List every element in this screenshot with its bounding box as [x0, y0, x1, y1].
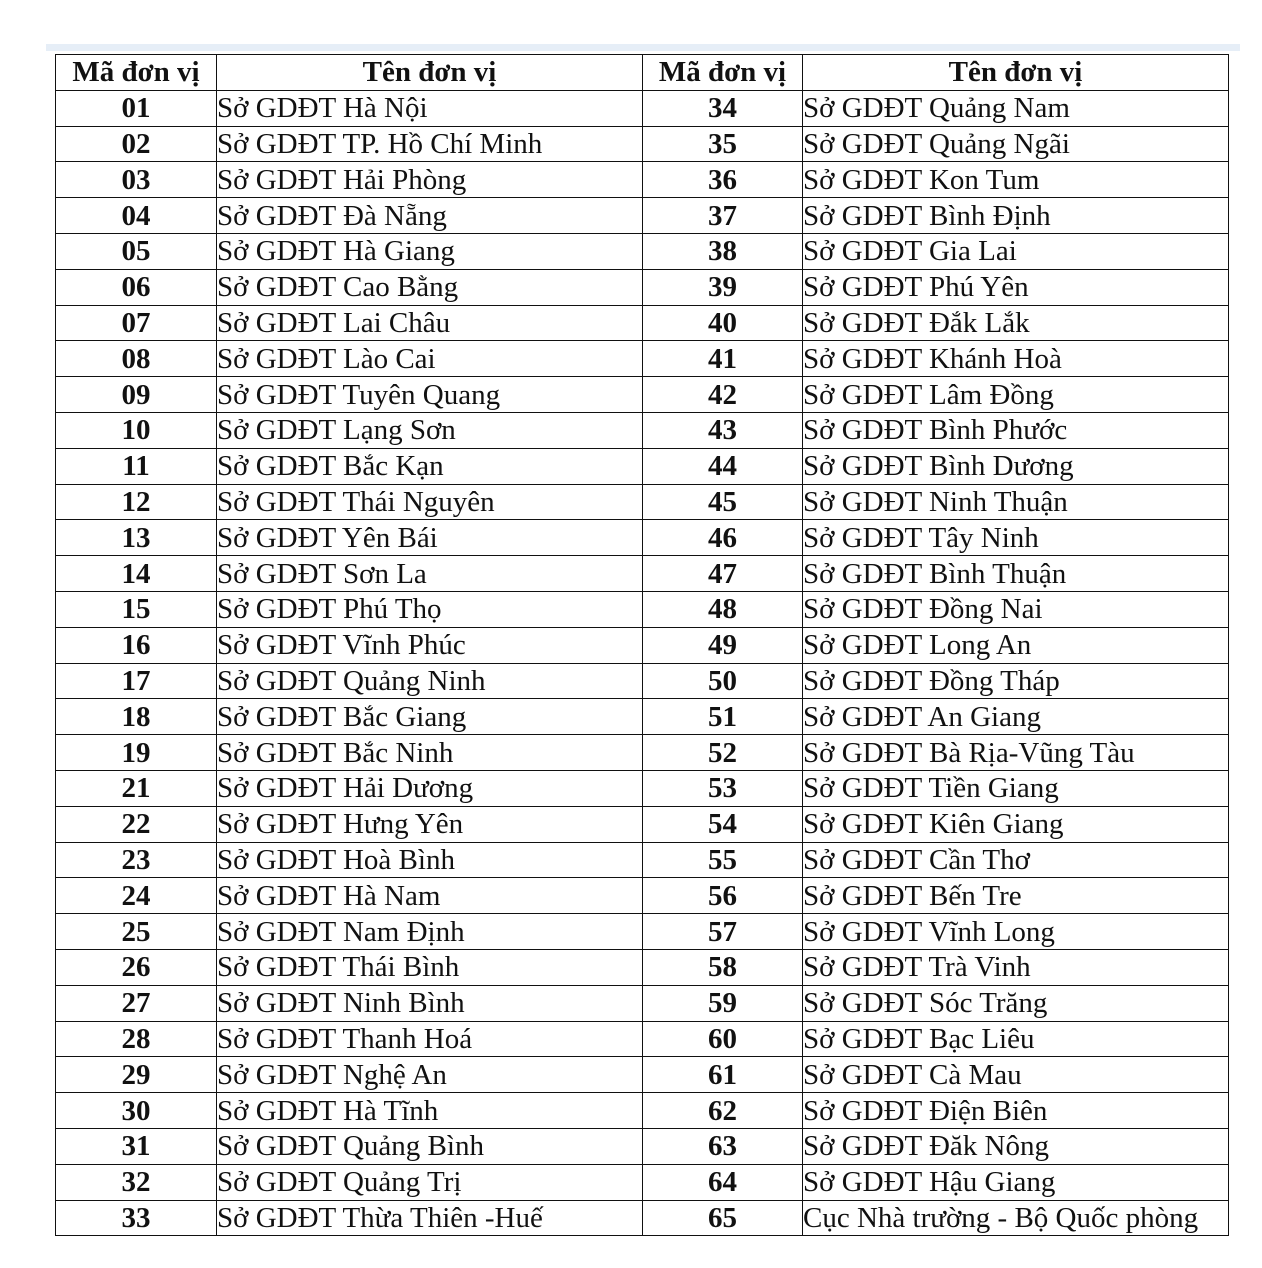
- unit-name-cell: Sở GDĐT Hải Phòng: [217, 162, 643, 198]
- unit-code-cell: 33: [56, 1200, 217, 1236]
- unit-code-cell: 18: [56, 699, 217, 735]
- unit-name-cell: Sở GDĐT TP. Hồ Chí Minh: [217, 126, 643, 162]
- unit-code-cell: 55: [643, 842, 803, 878]
- unit-name-cell: Sở GDĐT Quảng Nam: [803, 90, 1229, 126]
- table-row: [56, 1164, 1229, 1200]
- unit-code-cell: 34: [643, 90, 803, 126]
- table-row: [56, 627, 1229, 663]
- table-row: [56, 1093, 1229, 1129]
- unit-name-cell: Sở GDĐT Ninh Bình: [217, 985, 643, 1021]
- unit-code-cell: 21: [56, 770, 217, 806]
- unit-name-cell: Sở GDĐT Lâm Đồng: [803, 377, 1229, 413]
- unit-name-cell: Sở GDĐT Thừa Thiên -Huế: [217, 1200, 643, 1236]
- unit-name-cell: Sở GDĐT Bà Rịa-Vũng Tàu: [803, 735, 1229, 771]
- unit-name-cell: Sở GDĐT Kon Tum: [803, 162, 1229, 198]
- table-row: [56, 90, 1229, 126]
- unit-name-cell: Sở GDĐT Gia Lai: [803, 233, 1229, 269]
- unit-name-cell: Sở GDĐT Tây Ninh: [803, 520, 1229, 556]
- unit-name-cell: Sở GDĐT Quảng Ngãi: [803, 126, 1229, 162]
- unit-code-cell: 62: [643, 1093, 803, 1129]
- unit-code-cell: 11: [56, 448, 217, 484]
- table-row: [56, 735, 1229, 771]
- table-row: [56, 1128, 1229, 1164]
- table-row: [56, 126, 1229, 162]
- unit-name-cell: Sở GDĐT Bình Định: [803, 198, 1229, 234]
- table-body: [56, 90, 1229, 1236]
- unit-code-cell: 36: [643, 162, 803, 198]
- unit-code-cell: 43: [643, 412, 803, 448]
- table-row: [56, 770, 1229, 806]
- unit-name-cell: Sở GDĐT Ninh Thuận: [803, 484, 1229, 520]
- unit-code-cell: 16: [56, 627, 217, 663]
- unit-code-cell: 60: [643, 1021, 803, 1057]
- table-row: [56, 663, 1229, 699]
- unit-name-cell: Sở GDĐT Bắc Kạn: [217, 448, 643, 484]
- unit-name-cell: Sở GDĐT Thanh Hoá: [217, 1021, 643, 1057]
- unit-code-cell: 26: [56, 949, 217, 985]
- unit-code-cell: 53: [643, 770, 803, 806]
- unit-code-cell: 24: [56, 878, 217, 914]
- unit-code-cell: 31: [56, 1128, 217, 1164]
- table-row: [56, 484, 1229, 520]
- unit-name-cell: Sở GDĐT Đắk Lắk: [803, 305, 1229, 341]
- unit-code-cell: 56: [643, 878, 803, 914]
- unit-name-cell: Sở GDĐT Phú Thọ: [217, 591, 643, 627]
- unit-name-cell: Sở GDĐT Thái Nguyên: [217, 484, 643, 520]
- table-row: [56, 377, 1229, 413]
- unit-name-cell: Sở GDĐT Cà Mau: [803, 1057, 1229, 1093]
- unit-name-cell: Sở GDĐT Hưng Yên: [217, 806, 643, 842]
- unit-code-cell: 61: [643, 1057, 803, 1093]
- unit-code-cell: 28: [56, 1021, 217, 1057]
- unit-name-cell: Sở GDĐT Sóc Trăng: [803, 985, 1229, 1021]
- table-row: [56, 198, 1229, 234]
- unit-name-cell: Sở GDĐT Sơn La: [217, 556, 643, 592]
- header-unit-code-right: Mã đơn vị: [643, 55, 803, 91]
- unit-name-cell: Sở GDĐT Bắc Ninh: [217, 735, 643, 771]
- top-divider-strip: [46, 44, 1240, 51]
- table-row: [56, 269, 1229, 305]
- unit-name-cell: Sở GDĐT Hải Dương: [217, 770, 643, 806]
- unit-name-cell: Cục Nhà trường - Bộ Quốc phòng: [803, 1200, 1229, 1236]
- unit-code-cell: 30: [56, 1093, 217, 1129]
- unit-name-cell: Sở GDĐT Hà Giang: [217, 233, 643, 269]
- unit-name-cell: Sở GDĐT Nam Định: [217, 914, 643, 950]
- unit-name-cell: Sở GDĐT Kiên Giang: [803, 806, 1229, 842]
- header-unit-name-left: Tên đơn vị: [217, 55, 643, 91]
- unit-name-cell: Sở GDĐT Điện Biên: [803, 1093, 1229, 1129]
- header-unit-name-right: Tên đơn vị: [803, 55, 1229, 91]
- table-row: [56, 1200, 1229, 1236]
- unit-name-cell: Sở GDĐT Lai Châu: [217, 305, 643, 341]
- unit-name-cell: Sở GDĐT Quảng Trị: [217, 1164, 643, 1200]
- table-row: [56, 448, 1229, 484]
- unit-code-cell: 63: [643, 1128, 803, 1164]
- unit-code-cell: 48: [643, 591, 803, 627]
- unit-code-cell: 22: [56, 806, 217, 842]
- table-row: [56, 1057, 1229, 1093]
- unit-code-cell: 03: [56, 162, 217, 198]
- table-row: [56, 412, 1229, 448]
- unit-code-cell: 25: [56, 914, 217, 950]
- unit-code-cell: 14: [56, 556, 217, 592]
- unit-code-cell: 54: [643, 806, 803, 842]
- unit-code-cell: 44: [643, 448, 803, 484]
- unit-name-cell: Sở GDĐT Bạc Liêu: [803, 1021, 1229, 1057]
- unit-name-cell: Sở GDĐT Lào Cai: [217, 341, 643, 377]
- unit-code-cell: 64: [643, 1164, 803, 1200]
- unit-code-cell: 38: [643, 233, 803, 269]
- table-row: [56, 878, 1229, 914]
- unit-code-cell: 46: [643, 520, 803, 556]
- unit-name-cell: Sở GDĐT Quảng Bình: [217, 1128, 643, 1164]
- table-row: [56, 985, 1229, 1021]
- unit-code-cell: 02: [56, 126, 217, 162]
- unit-name-cell: Sở GDĐT Bình Thuận: [803, 556, 1229, 592]
- unit-name-cell: Sở GDĐT Trà Vinh: [803, 949, 1229, 985]
- unit-code-cell: 10: [56, 412, 217, 448]
- unit-name-cell: Sở GDĐT Lạng Sơn: [217, 412, 643, 448]
- unit-code-cell: 27: [56, 985, 217, 1021]
- unit-name-cell: Sở GDĐT Long An: [803, 627, 1229, 663]
- header-unit-code-left: Mã đơn vị: [56, 55, 217, 91]
- table-row: [56, 341, 1229, 377]
- unit-name-cell: Sở GDĐT An Giang: [803, 699, 1229, 735]
- table-row: [56, 806, 1229, 842]
- unit-code-cell: 05: [56, 233, 217, 269]
- unit-name-cell: Sở GDĐT Vĩnh Phúc: [217, 627, 643, 663]
- table-row: [56, 233, 1229, 269]
- unit-code-cell: 41: [643, 341, 803, 377]
- unit-code-cell: 59: [643, 985, 803, 1021]
- unit-code-cell: 08: [56, 341, 217, 377]
- unit-code-cell: 65: [643, 1200, 803, 1236]
- unit-name-cell: Sở GDĐT Hoà Bình: [217, 842, 643, 878]
- unit-name-cell: Sở GDĐT Bình Dương: [803, 448, 1229, 484]
- table-row: [56, 949, 1229, 985]
- unit-code-cell: 01: [56, 90, 217, 126]
- unit-code-cell: 58: [643, 949, 803, 985]
- unit-name-cell: Sở GDĐT Thái Bình: [217, 949, 643, 985]
- unit-code-cell: 19: [56, 735, 217, 771]
- table-row: [56, 305, 1229, 341]
- unit-name-cell: Sở GDĐT Đăk Nông: [803, 1128, 1229, 1164]
- table-header-row: [56, 55, 1229, 91]
- unit-code-cell: 47: [643, 556, 803, 592]
- unit-code-cell: 06: [56, 269, 217, 305]
- unit-name-cell: Sở GDĐT Cần Thơ: [803, 842, 1229, 878]
- unit-code-cell: 39: [643, 269, 803, 305]
- unit-code-cell: 13: [56, 520, 217, 556]
- table-row: [56, 162, 1229, 198]
- table-row: [56, 842, 1229, 878]
- unit-name-cell: Sở GDĐT Hà Nội: [217, 90, 643, 126]
- unit-code-cell: 40: [643, 305, 803, 341]
- unit-name-cell: Sở GDĐT Khánh Hoà: [803, 341, 1229, 377]
- table-row: [56, 914, 1229, 950]
- unit-code-table: [55, 54, 1229, 1236]
- unit-code-cell: 45: [643, 484, 803, 520]
- unit-name-cell: Sở GDĐT Hậu Giang: [803, 1164, 1229, 1200]
- table-row: [56, 699, 1229, 735]
- unit-name-cell: Sở GDĐT Bến Tre: [803, 878, 1229, 914]
- unit-name-cell: Sở GDĐT Nghệ An: [217, 1057, 643, 1093]
- unit-name-cell: Sở GDĐT Đà Nẵng: [217, 198, 643, 234]
- unit-code-cell: 35: [643, 126, 803, 162]
- unit-code-cell: 29: [56, 1057, 217, 1093]
- table-row: [56, 520, 1229, 556]
- unit-code-cell: 32: [56, 1164, 217, 1200]
- unit-name-cell: Sở GDĐT Yên Bái: [217, 520, 643, 556]
- unit-name-cell: Sở GDĐT Cao Bằng: [217, 269, 643, 305]
- unit-code-cell: 15: [56, 591, 217, 627]
- unit-name-cell: Sở GDĐT Vĩnh Long: [803, 914, 1229, 950]
- unit-name-cell: Sở GDĐT Hà Nam: [217, 878, 643, 914]
- unit-name-cell: Sở GDĐT Tuyên Quang: [217, 377, 643, 413]
- unit-code-cell: 49: [643, 627, 803, 663]
- unit-name-cell: Sở GDĐT Tiền Giang: [803, 770, 1229, 806]
- unit-code-cell: 07: [56, 305, 217, 341]
- unit-code-cell: 50: [643, 663, 803, 699]
- unit-code-cell: 04: [56, 198, 217, 234]
- unit-code-cell: 42: [643, 377, 803, 413]
- table-row: [56, 556, 1229, 592]
- unit-name-cell: Sở GDĐT Đồng Tháp: [803, 663, 1229, 699]
- table-row: [56, 591, 1229, 627]
- unit-name-cell: Sở GDĐT Phú Yên: [803, 269, 1229, 305]
- unit-name-cell: Sở GDĐT Hà Tĩnh: [217, 1093, 643, 1129]
- unit-name-cell: Sở GDĐT Bình Phước: [803, 412, 1229, 448]
- unit-code-cell: 09: [56, 377, 217, 413]
- unit-name-cell: Sở GDĐT Quảng Ninh: [217, 663, 643, 699]
- unit-code-cell: 52: [643, 735, 803, 771]
- table-row: [56, 1021, 1229, 1057]
- unit-code-cell: 37: [643, 198, 803, 234]
- unit-code-cell: 51: [643, 699, 803, 735]
- unit-code-cell: 23: [56, 842, 217, 878]
- unit-name-cell: Sở GDĐT Đồng Nai: [803, 591, 1229, 627]
- unit-name-cell: Sở GDĐT Bắc Giang: [217, 699, 643, 735]
- unit-code-cell: 12: [56, 484, 217, 520]
- unit-code-cell: 57: [643, 914, 803, 950]
- unit-code-cell: 17: [56, 663, 217, 699]
